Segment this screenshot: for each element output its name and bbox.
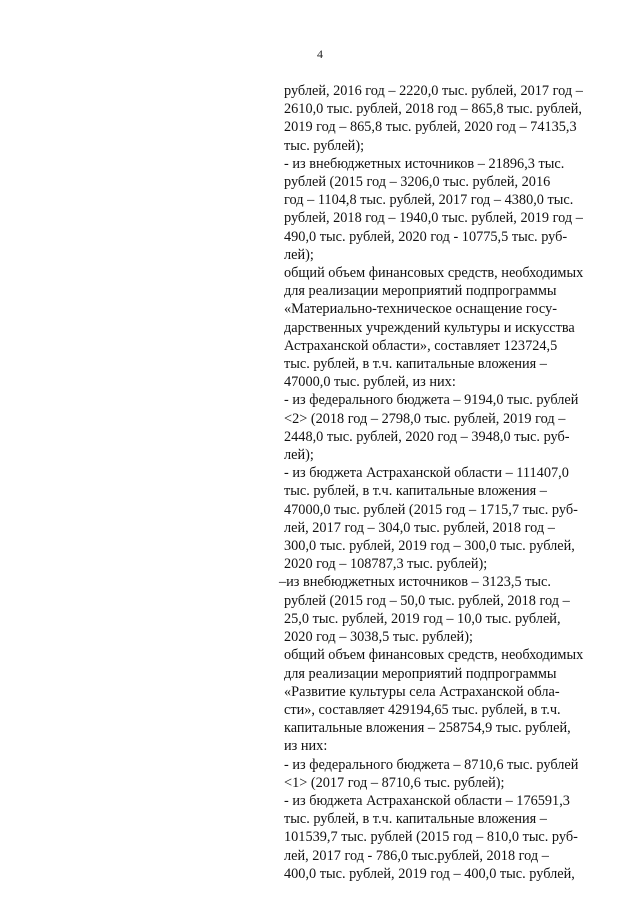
text-line: тыс. рублей, в т.ч. капитальные вложения –: [284, 356, 547, 373]
text-line: 2019 год – 865,8 тыс. рублей, 2020 год – 74135,3: [284, 119, 577, 136]
text-line: - из федерального бюджета – 8710,6 тыс. рублей: [284, 756, 579, 773]
text-line: общий объем финансовых средств, необходимых: [284, 647, 584, 664]
text-line: 2020 год – 108787,3 тыс. рублей);: [284, 556, 488, 573]
text-line: год – 1104,8 тыс. рублей, 2017 год – 4380,0 тыс.: [284, 192, 574, 209]
text-line: - из федерального бюджета – 9194,0 тыс. рублей: [284, 392, 579, 409]
text-line: «Развитие культуры села Астраханской обла-: [284, 683, 560, 700]
text-line: лей, 2017 год – 304,0 тыс. рублей, 2018 год –: [284, 519, 555, 536]
text-line: 101539,7 тыс. рублей (2015 год – 810,0 тыс. руб-: [284, 829, 578, 846]
text-line: <2> (2018 год – 2798,0 тыс. рублей, 2019 год –: [284, 410, 566, 427]
text-line: рублей, 2016 год – 2220,0 тыс. рублей, 2017 год –: [284, 83, 583, 99]
text-line: - из бюджета Астраханской области – 176591,3: [284, 792, 570, 809]
text-line: –из внебюджетных источников – 3123,5 тыс.: [279, 574, 551, 591]
text-line: сти», составляет 429194,65 тыс. рублей, в т.ч.: [284, 701, 561, 718]
text-line: 400,0 тыс. рублей, 2019 год – 400,0 тыс. рублей,: [284, 865, 575, 882]
text-line: - из внебюджетных источников – 21896,3 тыс.: [284, 155, 565, 172]
text-line: 47000,0 тыс. рублей (2015 год – 1715,7 тыс. руб-: [284, 501, 578, 518]
text-line: «Материально-техническое оснащение госу-: [284, 301, 557, 318]
text-line: 300,0 тыс. рублей, 2019 год – 300,0 тыс. рублей,: [284, 538, 575, 555]
text-line: тыс. рублей, в т.ч. капитальные вложения –: [284, 811, 547, 828]
text-line: лей, 2017 год - 786,0 тыс.рублей, 2018 год –: [284, 847, 549, 864]
text-line: 2610,0 тыс. рублей, 2018 год – 865,8 тыс. рублей,: [284, 101, 582, 118]
text-line: из них:: [284, 738, 328, 755]
text-line: лей);: [284, 246, 314, 263]
text-line: для реализации мероприятий подпрограммы: [284, 665, 557, 682]
text-line: - из бюджета Астраханской области – 111407,0: [284, 465, 569, 482]
text-line: тыс. рублей);: [284, 137, 365, 154]
body-text: [279, 82, 606, 883]
text-line: <1> (2017 год – 8710,6 тыс. рублей);: [284, 774, 505, 791]
text-line: Астраханской области», составляет 123724,5: [284, 337, 558, 354]
text-line: 2020 год – 3038,5 тыс. рублей);: [284, 629, 473, 646]
text-line: 25,0 тыс. рублей, 2019 год – 10,0 тыс. рублей,: [284, 610, 561, 627]
text-paragraph: [279, 82, 606, 883]
text-line: 2448,0 тыс. рублей, 2020 год – 3948,0 тыс. руб-: [284, 428, 570, 445]
text-line: рублей, 2018 год – 1940,0 тыс. рублей, 2019 год –: [284, 210, 583, 227]
text-line: общий объем финансовых средств, необходимых: [284, 265, 584, 282]
text-line: 490,0 тыс. рублей, 2020 год - 10775,5 тыс. руб-: [284, 228, 568, 245]
text-line: капитальные вложения – 258754,9 тыс. рублей,: [284, 720, 571, 737]
page-number: 4: [317, 47, 323, 61]
text-line: дарственных учреждений культуры и искусства: [284, 319, 575, 336]
text-line: рублей (2015 год – 3206,0 тыс. рублей, 2016: [284, 174, 551, 191]
text-line: 47000,0 тыс. рублей, из них:: [284, 374, 456, 391]
text-line: тыс. рублей, в т.ч. капитальные вложения –: [284, 483, 547, 500]
text-line: для реализации мероприятий подпрограммы: [284, 283, 557, 300]
text-line: лей);: [284, 447, 314, 464]
text-line: рублей (2015 год – 50,0 тыс. рублей, 2018 год –: [284, 592, 570, 609]
